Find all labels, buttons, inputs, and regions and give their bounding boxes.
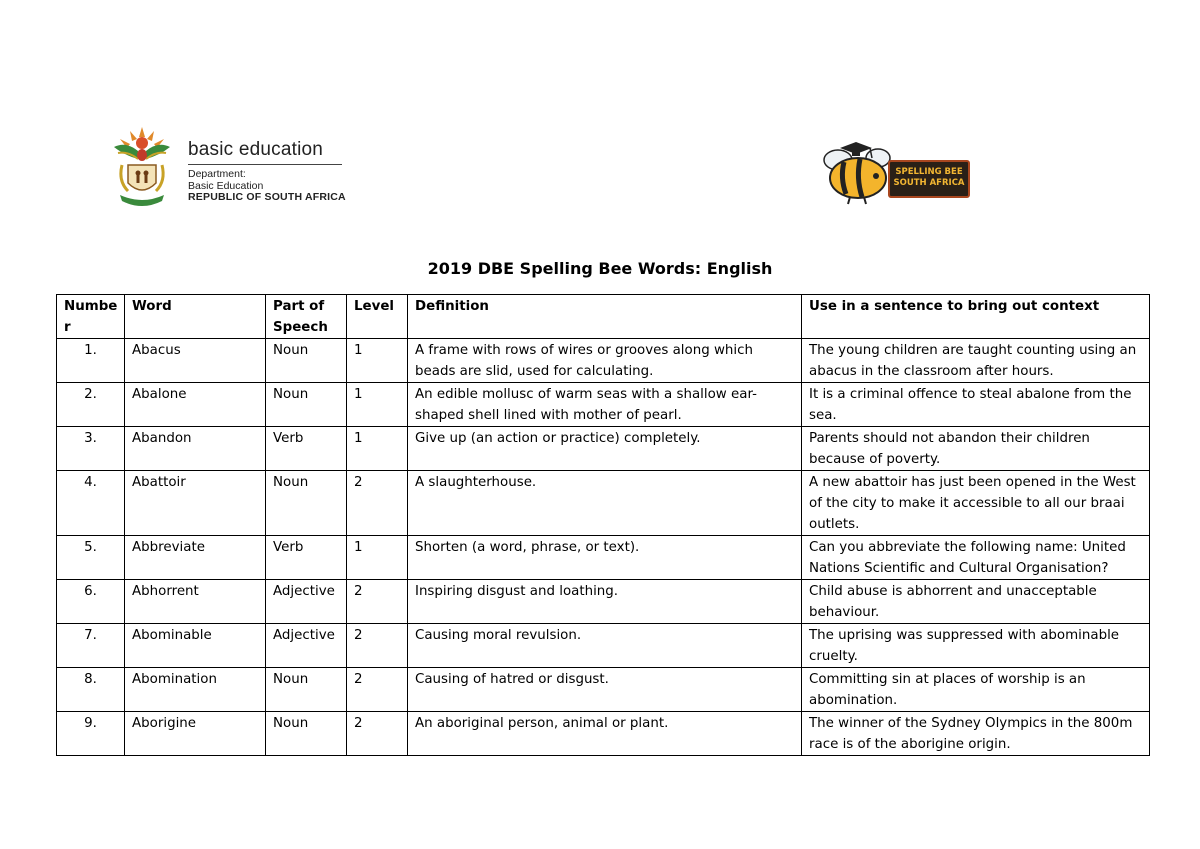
cell-level: 1 bbox=[347, 383, 408, 427]
cell-definition: An aboriginal person, animal or plant. bbox=[408, 712, 802, 756]
table-row bbox=[57, 471, 1150, 536]
cell-part-of-speech: Noun bbox=[266, 668, 347, 712]
cell-number: 4. bbox=[57, 471, 125, 536]
cell-definition: An edible mollusc of warm seas with a shallow ear-shaped shell lined with mother of pearl. bbox=[408, 383, 802, 427]
cell-level: 2 bbox=[347, 471, 408, 536]
cell-sentence: It is a criminal offence to steal abalone from the sea. bbox=[802, 383, 1150, 427]
cell-part-of-speech: Noun bbox=[266, 471, 347, 536]
cell-definition: Inspiring disgust and loathing. bbox=[408, 580, 802, 624]
dbe-line-3: REPUBLIC OF SOUTH AFRICA bbox=[188, 191, 346, 203]
cell-word: Aborigine bbox=[125, 712, 266, 756]
cell-word: Abomination bbox=[125, 668, 266, 712]
coat-of-arms-icon bbox=[108, 125, 176, 211]
dbe-rule bbox=[188, 164, 342, 165]
cell-part-of-speech: Verb bbox=[266, 536, 347, 580]
cell-word: Abhorrent bbox=[125, 580, 266, 624]
header-number: Numbe r bbox=[57, 295, 125, 339]
cell-number: 3. bbox=[57, 427, 125, 471]
cell-part-of-speech: Adjective bbox=[266, 624, 347, 668]
cell-level: 2 bbox=[347, 712, 408, 756]
header-definition: Definition bbox=[408, 295, 802, 339]
table-row bbox=[57, 536, 1150, 580]
cell-number: 2. bbox=[57, 383, 125, 427]
cell-part-of-speech: Verb bbox=[266, 427, 347, 471]
table-row bbox=[57, 383, 1150, 427]
cell-level: 2 bbox=[347, 580, 408, 624]
cell-number: 9. bbox=[57, 712, 125, 756]
cell-part-of-speech: Noun bbox=[266, 712, 347, 756]
page-title: 2019 DBE Spelling Bee Words: English bbox=[427, 259, 773, 278]
dbe-line-2: Basic Education bbox=[188, 179, 264, 192]
cell-number: 8. bbox=[57, 668, 125, 712]
cell-definition: Shorten (a word, phrase, or text). bbox=[408, 536, 802, 580]
spelling-bee-badge bbox=[888, 160, 970, 198]
cell-part-of-speech: Adjective bbox=[266, 580, 347, 624]
table-header-row bbox=[57, 295, 1150, 339]
cell-sentence: A new abattoir has just been opened in the West of the city to make it accessible to all our braai outlets. bbox=[802, 471, 1150, 536]
cell-sentence: The young children are taught counting using an abacus in the classroom after hours. bbox=[802, 339, 1150, 383]
cell-number: 1. bbox=[57, 339, 125, 383]
cell-number: 7. bbox=[57, 624, 125, 668]
cell-definition: A slaughterhouse. bbox=[408, 471, 802, 536]
header-part-of-speech: Part of Speech bbox=[266, 295, 347, 339]
cell-sentence: Parents should not abandon their children because of poverty. bbox=[802, 427, 1150, 471]
cell-definition: A frame with rows of wires or grooves along which beads are slid, used for calculating. bbox=[408, 339, 802, 383]
cell-word: Abominable bbox=[125, 624, 266, 668]
table-row bbox=[57, 427, 1150, 471]
cell-definition: Give up (an action or practice) completely. bbox=[408, 427, 802, 471]
table-row bbox=[57, 624, 1150, 668]
cell-level: 1 bbox=[347, 339, 408, 383]
cell-number: 6. bbox=[57, 580, 125, 624]
header-level: Level bbox=[347, 295, 408, 339]
cell-word: Abbreviate bbox=[125, 536, 266, 580]
cell-level: 1 bbox=[347, 536, 408, 580]
table-row bbox=[57, 580, 1150, 624]
cell-word: Abacus bbox=[125, 339, 266, 383]
dbe-brand: basic education bbox=[188, 139, 324, 160]
cell-sentence: Can you abbreviate the following name: United Nations Scientific and Cultural Organisation? bbox=[802, 536, 1150, 580]
cell-part-of-speech: Noun bbox=[266, 339, 347, 383]
cell-sentence: The winner of the Sydney Olympics in the 800m race is of the aborigine origin. bbox=[802, 712, 1150, 756]
table-row bbox=[57, 668, 1150, 712]
spelling-bee-logo bbox=[820, 136, 970, 208]
cell-sentence: Child abuse is abhorrent and unacceptable behaviour. bbox=[802, 580, 1150, 624]
table-row bbox=[57, 712, 1150, 756]
cell-part-of-speech: Noun bbox=[266, 383, 347, 427]
cell-sentence: The uprising was suppressed with abominable cruelty. bbox=[802, 624, 1150, 668]
dbe-logo bbox=[108, 125, 348, 215]
bee-badge-line-1: SPELLING BEE bbox=[895, 167, 963, 177]
cell-level: 2 bbox=[347, 624, 408, 668]
cell-level: 1 bbox=[347, 427, 408, 471]
cell-word: Abattoir bbox=[125, 471, 266, 536]
cell-level: 2 bbox=[347, 668, 408, 712]
cell-definition: Causing moral revulsion. bbox=[408, 624, 802, 668]
table-row bbox=[57, 339, 1150, 383]
dbe-line-1: Department: bbox=[188, 168, 246, 180]
cell-word: Abalone bbox=[125, 383, 266, 427]
cell-sentence: Committing sin at places of worship is an abomination. bbox=[802, 668, 1150, 712]
spelling-words-table bbox=[56, 294, 1150, 756]
bee-badge-line-2: SOUTH AFRICA bbox=[893, 178, 965, 188]
cell-word: Abandon bbox=[125, 427, 266, 471]
header-sentence: Use in a sentence to bring out context bbox=[802, 295, 1150, 339]
cell-definition: Causing of hatred or disgust. bbox=[408, 668, 802, 712]
header-word: Word bbox=[125, 295, 266, 339]
cell-number: 5. bbox=[57, 536, 125, 580]
